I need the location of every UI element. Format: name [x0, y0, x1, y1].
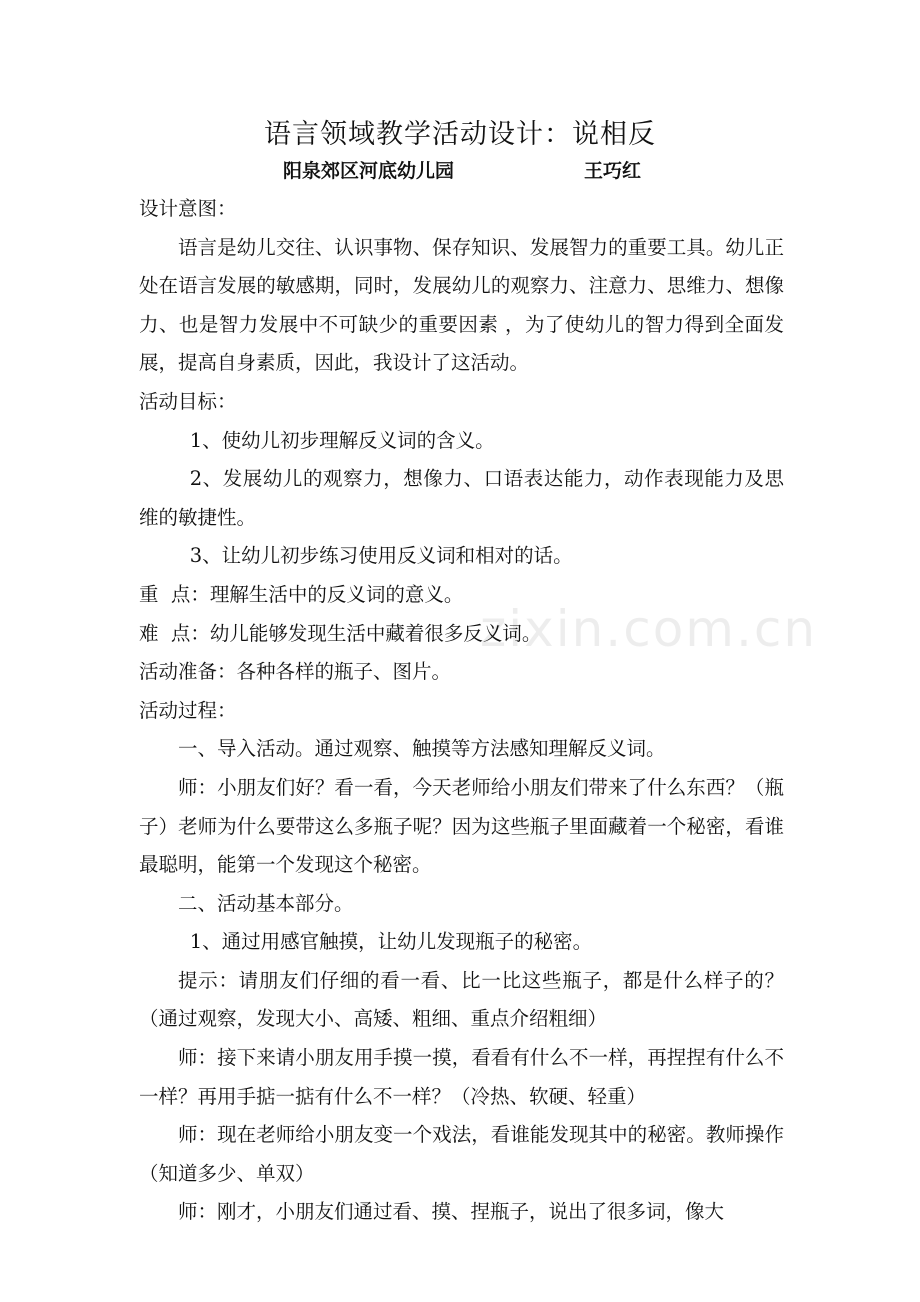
teacher-line-4: 师：刚才，小朋友们通过看、摸、捏瓶子，说出了很多词，像大 — [178, 1200, 725, 1224]
teacher-line-3: 师：现在老师给小朋友变一个戏法，看谁能发现其中的秘密。教师操作（知道多少、单双） — [139, 1123, 784, 1185]
key-point: 重 点：理解生活中的反义词的意义。 — [139, 582, 464, 606]
difficult-point: 难 点：幼儿能够发现生活中藏着很多反义词。 — [139, 621, 542, 645]
heading-process: 活动过程： — [139, 698, 237, 722]
sub-step-1: 1、通过用感官触摸，让幼儿发现瓶子的秘密。 — [189, 930, 593, 954]
process-step-2: 二、活动基本部分。 — [178, 891, 354, 915]
hint-paragraph: 提示：请朋友们仔细的看一看、比一比这些瓶子，都是什么样子的？（通过观察，发现大小、高矮、粗细、重点介绍粗细） — [139, 968, 784, 1031]
watermark: zixin.com.cn — [480, 600, 818, 658]
teacher-line-2: 师：接下来请小朋友用手摸一摸，看看有什么不一样，再捏捏有什么不一样？再用手掂一掂有什么不一样？（冷热、软硬、轻重） — [139, 1046, 784, 1108]
teacher-line-1: 师：小朋友们好？看一看，今天老师给小朋友们带来了什么东西？（瓶子）老师为什么要带这么多瓶子呢？因为这些瓶子里面藏着一个秘密，看谁最聪明，能第一个发现这个秘密。 — [139, 775, 784, 877]
heading-goals: 活动目标： — [139, 389, 237, 413]
author-name: 王巧红 — [584, 160, 642, 182]
goal-item-3: 3、让幼儿初步练习使用反义词和相对的话。 — [189, 544, 573, 568]
school-name: 阳泉郊区河底幼儿园 — [283, 160, 455, 182]
goal-item-1: 1、使幼儿初步理解反义词的含义。 — [189, 428, 495, 452]
preparation: 活动准备：各种各样的瓶子、图片。 — [139, 660, 452, 684]
process-step-1: 一、导入活动。通过观察、触摸等方法感知理解反义词。 — [178, 737, 666, 761]
document-title: 语言领域教学活动设计：说相反 — [264, 119, 656, 150]
paragraph-design-intent: 语言是幼儿交往、认识事物、保存知识、发展智力的重要工具。幼儿正处在语言发展的敏感期，同时，发展幼儿的观察力、注意力、思维力、想像力、也是智力发展中不可缺少的重要因素 ，为了使幼儿的智力得到全面发展，提高自身素质，因此，我设计了这活动。 — [139, 235, 784, 375]
heading-design-intent: 设计意图： — [139, 197, 237, 220]
goal-item-2: 2、发展幼儿的观察力，想像力、口语表达能力，动作表现能力及思维的敏捷性。 — [139, 467, 784, 529]
document-body — [139, 190, 784, 1232]
